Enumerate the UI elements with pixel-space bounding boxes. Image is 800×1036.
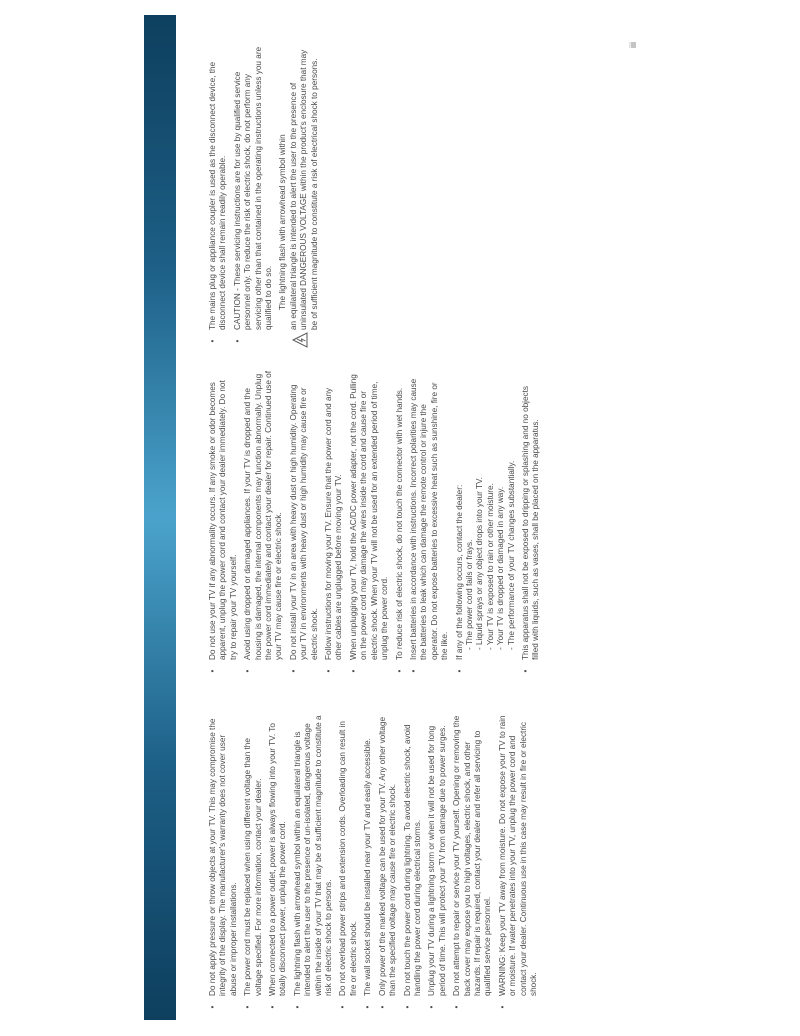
list-item: • Follow instructions for moving your TV. Ensure that the power cord and any other cables are unplugged before moving your TV.: [324, 370, 345, 676]
lightning-warning: [278, 46, 320, 346]
list-item: • CAUTION - These servicing instructions are for use by qualified service personnel only. To reduce the risk of electric shock, do not perform any servicing other than that contained in the operating instructions unless you are qualified to do so.: [233, 46, 275, 346]
list-item: • Do not use your TV if any abnormality occurs. If any smoke or odor becomes apparent, unplug the power cord and contact your dealer immediately. Do not try to repair your TV yourself.: [208, 370, 239, 676]
list-item: • Unplug your TV during a lightning storm or when it will not be used for long period of time. This will protect your TV from damage due to power surges.: [427, 712, 448, 1012]
bullet-icon: •: [497, 1005, 507, 1009]
list-item: • The wall socket should be installed near your TV and easily accessible.: [363, 712, 373, 1012]
safety-list-2: [208, 370, 542, 676]
list-item: • When connected to a power outlet, power is always flowing into your TV. To totally disconnect power, unplug the power cord.: [268, 712, 289, 1012]
bullet-icon: •: [377, 1005, 387, 1009]
bullet-icon: •: [288, 669, 298, 673]
bullet-icon: •: [454, 669, 464, 673]
list-item: • WARNING: Keep your TV away from moisture. Do not expose your TV to rain or moisture. If water penetrates into your TV, unplug the power cord and contact your dealer. Continuous use in this case may result in fire or electric shock.: [498, 712, 540, 1012]
bullet-icon: •: [208, 339, 217, 343]
bullet-icon: •: [324, 669, 334, 673]
page-number: iii: [628, 42, 638, 48]
list-item: • The lightning flash with arrowhead symbol within an equilateral triangle is intended to alert the user to the presence of un-isolated, dangerous voltage within the inside of your TV that may be of sufficient magnitude to constitute a risk of electric shock to persons.: [293, 712, 335, 1012]
bullet-icon: •: [520, 669, 530, 673]
list-item: • The mains plug or appliance coupler is used as the disconnect device, the disconnect device shall remain readily operable.: [208, 46, 229, 346]
list-item: • The power cord must be replaced when using different voltage than the voltage specified. For more information, contact your dealer.: [243, 712, 264, 1012]
list-item: • Do not overload power strips and extension cords. Overloading can result in fire or electric shock.: [338, 712, 359, 1012]
safety-list-3: [208, 46, 274, 346]
list-item: • Insert batteries in accordance with instructions. Incorrect polarities may cause the batteries to leak which can damage the remote control or injure the operator. Do not expose batteries to excessive heat such as sunshine, fire or the like.: [409, 370, 451, 676]
bullet-icon: •: [292, 1005, 302, 1009]
bullet-icon: •: [402, 1005, 412, 1009]
list-item: • When unplugging your TV, hold the AC/DC power adapter, not the cord. Pulling on the power cord may damage the wires inside the cord and cause fire or electric shock. When your TV will not be used for an extended period of time, unplug the power cord.: [349, 370, 391, 676]
list-item: • Avoid using dropped or damaged appliances. If your TV is dropped and the housing is damaged, the internal components may function abnormally. Unplug the power cord immediately and contact your dealer for repair. Continued use of your TV may cause fire or electric shock.: [243, 370, 285, 676]
bullet-icon: •: [427, 1005, 437, 1009]
bullet-icon: •: [243, 1005, 253, 1009]
list-item: • This apparatus shall not be exposed to dripping or splashing and no objects filled with liquids, such as vases, shall be placed on the apparatus.: [521, 370, 542, 676]
dealer-condition: - Your TV is dropped or damaged in any way.: [496, 486, 506, 650]
bullet-icon: •: [268, 1005, 278, 1009]
safety-column-2: [208, 370, 546, 676]
bullet-icon: •: [232, 339, 242, 343]
safety-column-3: [208, 46, 320, 346]
safety-list-1: [208, 712, 539, 1012]
list-item-dealer-conditions: • If any of the following occurs, contact the dealer: - The power cord fails or frays. - Liquid sprays or any object drops into your TV. - Your TV is exposed to rain or other moisture. - Your TV is dropped or damaged in any way. - The performance of your TV changes substantially.: [455, 370, 517, 676]
warning-lead: The lightning flash with arrowhead symbol within: [278, 134, 288, 310]
dealer-condition: - The performance of your TV changes substantially.: [506, 460, 516, 650]
bullet-icon: •: [243, 669, 253, 673]
bullet-icon: •: [363, 1005, 373, 1009]
safety-column-1: [208, 712, 543, 1012]
list-item: • Do not install your TV in an area with heavy dust or high humidity. Operating your TV in environments with heavy dust or high humidity may cause fire or electric shock.: [289, 370, 320, 676]
list-item: • Only power of the marked voltage can be used for your TV. Any other voltage than the specified voltage may cause fire or electric shock.: [378, 712, 399, 1012]
header-band: [144, 15, 176, 1020]
list-item: • Do not attempt to repair or service your TV yourself. Opening or removing the back cover may expose you to high voltages, electric shock, and other hazards. If repair is required, contact your dealer and refer all servicing to qualified service personnel.: [452, 712, 494, 1012]
list-item: • Do not apply pressure or throw objects at your TV. This may compromise the integrity of the display. The manufacturer's warranty does not cover user abuse or improper installations.: [208, 712, 239, 1012]
bullet-icon: •: [452, 1005, 462, 1009]
bullet-icon: •: [408, 669, 418, 673]
bullet-icon: •: [208, 669, 217, 673]
list-item: • To reduce risk of electric shock, do not touch the connector with wet hands.: [395, 370, 405, 676]
bullet-icon: •: [348, 669, 358, 673]
bullet-icon: •: [208, 1005, 217, 1009]
dealer-condition: - Liquid sprays or any object drops into your TV.: [475, 477, 485, 650]
lightning-triangle-icon: [292, 332, 308, 348]
bullet-icon: •: [338, 1005, 348, 1009]
dealer-condition: - The power cord fails or frays.: [464, 539, 474, 650]
warning-body: an equilateral triangle is intended to alert the user to the presence of uninsulated DANGEROUS VOLTAGE within the product's enclosure that may be of sufficient magnitude to constitute a risk of electrical shock to persons.: [288, 49, 319, 330]
list-item: • Do not touch the power cord during lightning. To avoid electric shock, avoid handling the power cord during electrical storms.: [403, 712, 424, 1012]
bullet-icon: •: [394, 669, 404, 673]
dealer-condition: - Your TV is exposed to rain or other moisture.: [485, 483, 495, 650]
